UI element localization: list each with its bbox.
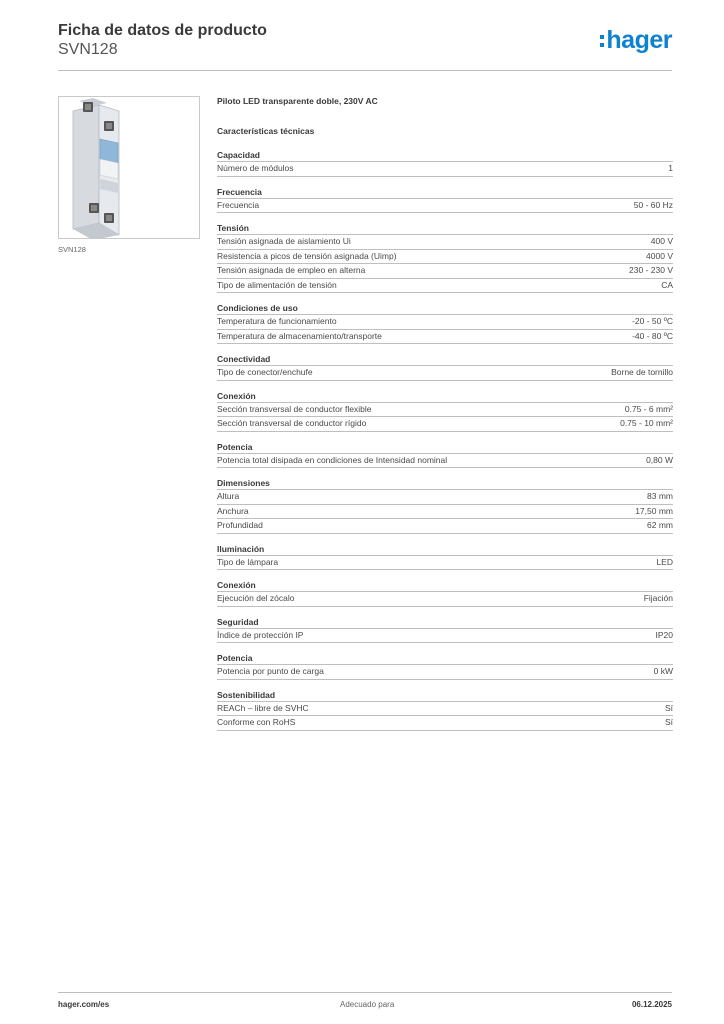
spec-label: Tipo de alimentación de tensión (217, 279, 337, 290)
product-code: SVN128 (58, 41, 118, 58)
page-footer (58, 992, 672, 1013)
spec-value: Fijación (643, 593, 673, 603)
spec-group (217, 477, 673, 534)
spec-label: Anchura (217, 505, 249, 516)
spec-group (217, 579, 673, 607)
spec-value: 0,80 W (646, 454, 673, 465)
logo-dots-icon (600, 33, 604, 49)
spec-group (217, 616, 673, 644)
spec-row (217, 403, 673, 418)
spec-value: 0 kW (653, 666, 673, 676)
spec-row (217, 199, 673, 214)
spec-row (217, 330, 673, 345)
spec-value: 83 mm (647, 491, 673, 501)
spec-label: Resistencia a picos de tensión asignada (Uimp) (217, 250, 397, 261)
spec-label: Conforme con RoHS (217, 717, 296, 727)
spec-group (217, 543, 673, 571)
spec-group-title: Capacidad (217, 149, 673, 162)
spec-row (217, 716, 673, 731)
spec-value: -40 - 80 ºC (632, 330, 673, 341)
spec-value: 0.75 - 10 mm² (620, 418, 673, 428)
spec-group-title: Conexión (217, 390, 673, 403)
spec-value: 1 (668, 163, 673, 173)
spec-value: 0.75 - 6 mm² (624, 403, 673, 414)
spec-label: Altura (217, 491, 240, 501)
spec-label: Temperatura de funcionamiento (217, 316, 337, 326)
spec-label: Potencia total disipada en condiciones de Intensidad nominal (217, 454, 448, 465)
spec-group (217, 353, 673, 381)
spec-label: Ejecución del zócalo (217, 593, 295, 603)
spec-label: Frecuencia (217, 199, 260, 210)
spec-value: Borne de tornillo (611, 367, 673, 377)
spec-label: Sección transversal de conductor flexible (217, 403, 372, 414)
spec-row (217, 454, 673, 469)
spec-group (217, 149, 673, 177)
spec-group-title: Frecuencia (217, 186, 673, 199)
spec-group (217, 222, 673, 293)
image-caption: SVN128 (58, 245, 86, 254)
product-description: Piloto LED transparente doble, 230V AC (217, 96, 378, 106)
spec-label: REACh – libre de SVHC (217, 702, 309, 713)
spec-group-title: Tensión (217, 222, 673, 235)
spec-row (217, 505, 673, 520)
spec-group-title: Seguridad (217, 616, 673, 629)
spec-row (217, 490, 673, 505)
spec-value: Sí (664, 717, 673, 727)
spec-row (217, 250, 673, 265)
spec-value: -20 - 50 ºC (632, 316, 673, 326)
spec-label: Potencia por punto de carga (217, 666, 324, 676)
spec-row (217, 315, 673, 330)
footer-note: Adecuado para (340, 1000, 395, 1009)
spec-value: 62 mm (647, 520, 673, 530)
spec-group-title: Condiciones de uso (217, 302, 673, 315)
spec-row (217, 665, 673, 680)
spec-label: Tipo de lámpara (217, 556, 279, 567)
footer-date: 06.12.2025 (631, 1000, 672, 1009)
spec-value: 50 - 60 Hz (633, 199, 673, 210)
spec-row (217, 162, 673, 177)
spec-label: Temperatura de almacenamiento/transporte (217, 330, 382, 341)
spec-group-title: Sostenibilidad (217, 689, 673, 702)
spec-group-title: Potencia (217, 441, 673, 454)
spec-group (217, 186, 673, 214)
spec-label: Tipo de conector/enchufe (217, 367, 313, 377)
spec-value: 400 V (650, 236, 673, 246)
product-image (58, 96, 200, 239)
spec-label: Profundidad (217, 520, 263, 530)
spec-value: IP20 (655, 629, 673, 640)
spec-label: Índice de protección IP (217, 629, 304, 640)
spec-group-title: Conexión (217, 579, 673, 592)
spec-groups (217, 149, 673, 731)
spec-group (217, 689, 673, 731)
spec-value: 4000 V (646, 250, 673, 261)
spec-label: Sección transversal de conductor rígido (217, 418, 367, 428)
page-title: Ficha de datos de producto (58, 22, 267, 39)
spec-row (217, 592, 673, 607)
spec-label: Tensión asignada de aislamiento Ui (217, 236, 351, 246)
logo-text: hager (606, 26, 672, 54)
spec-value: CA (661, 279, 673, 290)
specs-content (217, 96, 673, 731)
spec-row (217, 519, 673, 534)
spec-label: Tensión asignada de empleo en alterna (217, 265, 366, 275)
spec-group (217, 652, 673, 680)
spec-row (217, 556, 673, 571)
spec-row (217, 279, 673, 294)
spec-row (217, 629, 673, 644)
spec-value: Sí (664, 702, 673, 713)
spec-value: 230 - 230 V (629, 265, 673, 275)
spec-group (217, 302, 673, 344)
spec-group-title: Potencia (217, 652, 673, 665)
spec-group-title: Dimensiones (217, 477, 673, 490)
spec-row (217, 702, 673, 717)
hager-logo (600, 26, 672, 55)
modular-din-pilot-light-image (59, 97, 200, 239)
spec-row (217, 366, 673, 381)
spec-group (217, 390, 673, 432)
spec-group-title: Iluminación (217, 543, 673, 556)
specs-heading: Características técnicas (217, 126, 315, 136)
spec-group-title: Conectividad (217, 353, 673, 366)
spec-row (217, 417, 673, 432)
spec-row (217, 264, 673, 279)
page-header (58, 22, 672, 71)
spec-value: 17,50 mm (635, 505, 673, 516)
spec-value: LED (656, 556, 673, 567)
spec-group (217, 441, 673, 469)
spec-label: Número de módulos (217, 163, 294, 173)
footer-website: hager.com/es (58, 1000, 110, 1009)
spec-row (217, 235, 673, 250)
